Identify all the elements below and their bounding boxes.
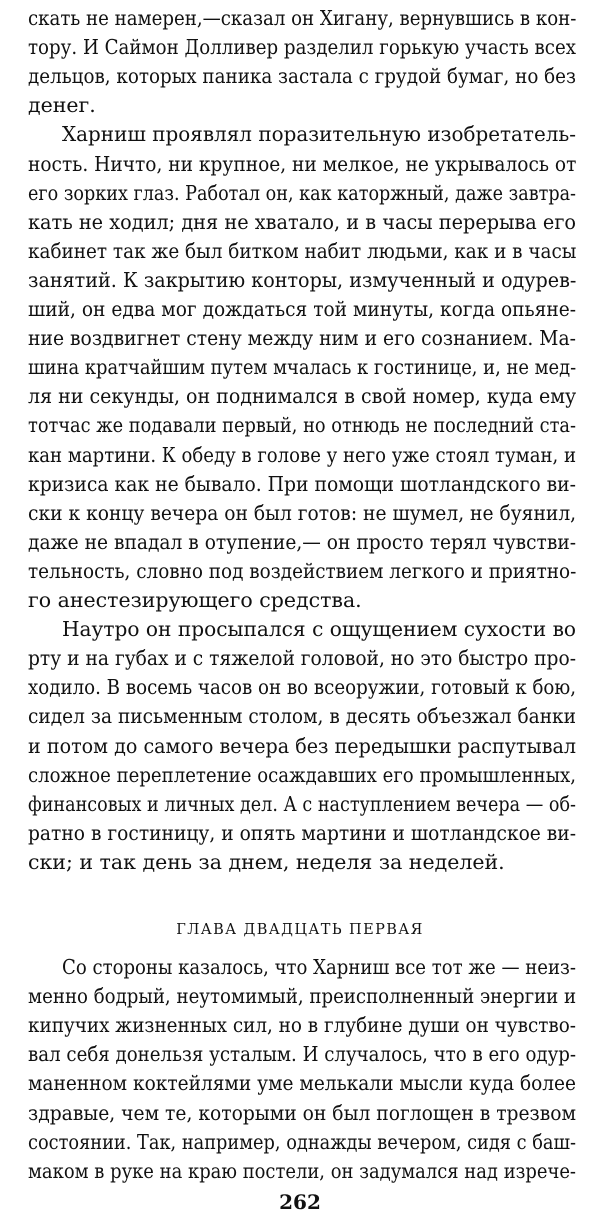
text-line: кать не ходил; дня не хватало, и в часы перерыва его	[28, 209, 577, 234]
text-line: сложное переплетение осаждавших его промышленных,	[28, 762, 576, 787]
text-line: маненном коктейлями уме мелькали мысли куда более	[28, 1071, 577, 1096]
text-line: кипучих жизненных сил, но в глубине души он чувство-	[28, 1013, 576, 1038]
text-line: менно бодрый, неутомимый, преисполненный энергии и	[28, 984, 577, 1009]
text-line: вал себя донельзя усталым. И случалось, что в его одур-	[28, 1042, 576, 1067]
text-line: финансовых и личных дел. А с наступлением вечера — об-	[28, 791, 576, 816]
chapter-heading: ГЛАВА ДВАДЦАТЬ ПЕРВАЯ	[176, 922, 424, 938]
text-line: его зорких глаз. Работал он, как каторжный, даже завтра-	[28, 180, 577, 205]
text-line: ратно в гостиницу, и опять мартини и шотландское ви-	[28, 820, 577, 845]
text-line: ски к концу вечера он был готов: не шумел, не буянил,	[28, 500, 577, 525]
text-line: денег.	[28, 93, 96, 118]
page-number: 262	[279, 1189, 321, 1214]
text-line: кан мартини. К обеду в голове у него уже стоял туман, и	[28, 442, 576, 467]
text-line: тельность, словно под воздействием легкого и приятно-	[28, 558, 577, 583]
text-line: Со стороны казалось, что Харниш все тот же — неиз-	[62, 955, 576, 979]
text-line: тотчас же подавали первый, но отнюдь не последний ста-	[28, 413, 576, 438]
text-line: занятий. К закрытию конторы, измученный и одурев-	[28, 267, 577, 292]
text-line: Наутро он просыпался с ощущением сухости во	[62, 617, 576, 642]
text-line: ски; и так день за днем, неделя за неделей.	[28, 849, 505, 874]
text-line: го анестезирующего средства.	[28, 588, 362, 612]
text-line: маком в руке на краю постели, он задумался над изрече-	[28, 1158, 576, 1183]
text-line: кризиса как не бывало. При помощи шотландского ви-	[28, 471, 576, 496]
text-line: ходило. В восемь часов он во всеоружии, готовый к бою,	[28, 675, 577, 700]
text-line: ние воздвигнет стену между ним и его сознанием. Ма-	[28, 326, 576, 351]
text-line: Харниш проявлял поразительную изобретатель-	[62, 122, 576, 147]
text-line: и потом до самого вечера без передышки распутывал	[28, 733, 577, 758]
text-line: здравые, чем те, которыми он был поглощен в трезвом	[28, 1100, 576, 1125]
text-line: даже не впадал в отупение,— он просто терял чувстви-	[28, 529, 577, 554]
text-line: ность. Ничто, ни крупное, ни мелкое, не укрывалось от	[28, 151, 577, 176]
text-line: шина кратчайшим путем мчалась к гостинице, и, не мед-	[28, 355, 576, 380]
text-line: кабинет так же был битком набит людьми, как и в часы	[28, 238, 577, 263]
text-line: тору. И Саймон Долливер разделил горькую участь всех	[28, 35, 576, 60]
text-line: сидел за письменным столом, в десять объезжал банки	[28, 704, 577, 729]
text-line: состоянии. Так, например, однажды вечером, сидя с баш-	[28, 1129, 576, 1154]
text-line: рту и на губах и с тяжелой головой, но это быстро про-	[28, 646, 577, 671]
text-line: дельцов, которых паника застала с грудой бумаг, но без	[28, 64, 576, 89]
text-line: ший, он едва мог дождаться той минуты, когда опьяне-	[28, 297, 577, 321]
text-line: скать не намерен,—сказал он Хигану, вернувшись в кон-	[28, 6, 577, 30]
text-line: ля ни секунды, он поднимался в свой номер, куда ему	[28, 384, 576, 409]
